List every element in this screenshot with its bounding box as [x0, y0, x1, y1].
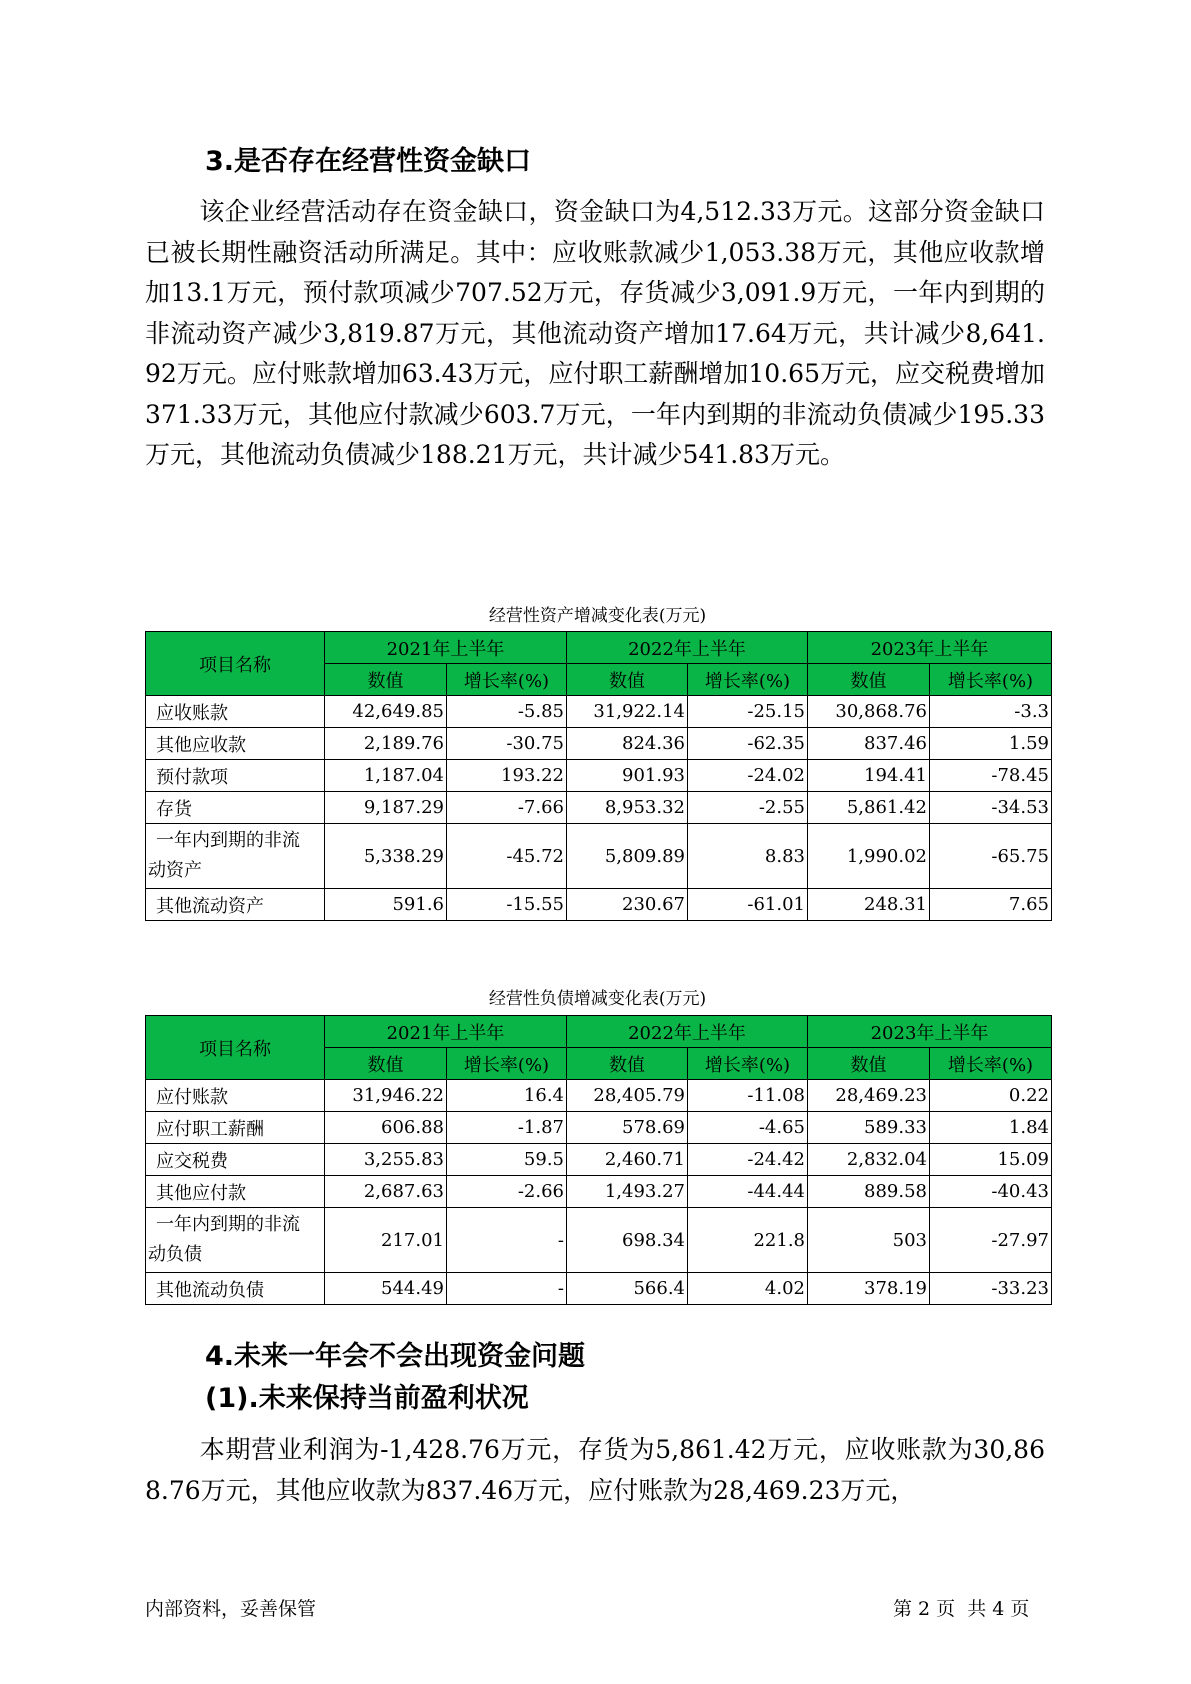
cell-growth: -65.75: [930, 824, 1052, 889]
cell-value: 2,189.76: [325, 728, 447, 760]
cell-value: 1,493.27: [567, 1176, 688, 1208]
cell-growth: 1.84: [930, 1112, 1052, 1144]
cell-value: 889.58: [808, 1176, 930, 1208]
cell-value: 837.46: [808, 728, 930, 760]
cell-growth: 221.8: [688, 1208, 808, 1273]
assets-header-value: 数值: [567, 664, 688, 696]
cell-value: 28,405.79: [567, 1080, 688, 1112]
cell-growth: -: [447, 1208, 567, 1273]
row-label-line: 动负债: [148, 1244, 202, 1265]
table-row: [146, 696, 1052, 728]
table-row: [146, 824, 1052, 889]
cell-value: 28,469.23: [808, 1080, 930, 1112]
cell-value: 5,338.29: [325, 824, 447, 889]
assets-header-growth: 增长率(%): [688, 664, 808, 696]
cell-growth: -45.72: [447, 824, 567, 889]
cell-growth: 16.4: [447, 1080, 567, 1112]
assets-table: [145, 631, 1052, 921]
table-row: [146, 1176, 1052, 1208]
liabilities-header-growth: 增长率(%): [447, 1048, 567, 1080]
row-label: 应交税费: [146, 1144, 325, 1176]
cell-growth: -33.23: [930, 1273, 1052, 1305]
cell-growth: -24.42: [688, 1144, 808, 1176]
liabilities-header-value: 数值: [808, 1048, 930, 1080]
cell-value: 30,868.76: [808, 696, 930, 728]
cell-growth: 59.5: [447, 1144, 567, 1176]
cell-growth: -2.55: [688, 792, 808, 824]
cell-value: 544.49: [325, 1273, 447, 1305]
cell-value: 578.69: [567, 1112, 688, 1144]
cell-value: 503: [808, 1208, 930, 1273]
liabilities-header-growth: 增长率(%): [930, 1048, 1052, 1080]
row-label: 存货: [146, 792, 325, 824]
section-3-text: 该企业经营活动存在资金缺口，资金缺口为4,512.33万元。这部分资金缺口已被长期性融资活动所满足。其中：应收账款减少1,053.38万元，其他应收款增加13.1万元，预付款项减少707.52万元，存货减少3,091.9万元，一年内到期的非流动资产减少3,819.87万元，其他流动资产增加17.64万元，共计减少8,641.92万元。应付账款增加63.43万元，应付职工薪酬增加10.65万元，应交税费增加371.33万元，其他应付款减少603.7万元，一年内到期的非流动负债减少195.33万元，其他流动负债减少188.21万元，共计减少541.83万元。: [145, 197, 1045, 469]
cell-value: 31,946.22: [325, 1080, 447, 1112]
cell-growth: -2.66: [447, 1176, 567, 1208]
cell-growth: -62.35: [688, 728, 808, 760]
cell-growth: 15.09: [930, 1144, 1052, 1176]
cell-value: 217.01: [325, 1208, 447, 1273]
liabilities-table-caption: 经营性负债增减变化表(万元): [488, 989, 707, 1009]
cell-growth: 0.22: [930, 1080, 1052, 1112]
row-label: 其他流动资产: [146, 889, 325, 921]
cell-value: 378.19: [808, 1273, 930, 1305]
liabilities-header-period-2022: 2022年上半年: [567, 1016, 808, 1048]
assets-table-caption: 经营性资产增减变化表(万元): [488, 606, 707, 626]
row-label-line: 一年内到期的非流: [156, 1214, 300, 1235]
liabilities-table: [145, 1015, 1052, 1305]
cell-growth: -30.75: [447, 728, 567, 760]
row-label: [146, 1208, 325, 1273]
liabilities-header-value: 数值: [325, 1048, 447, 1080]
row-label: 应付职工薪酬: [146, 1112, 325, 1144]
cell-value: 9,187.29: [325, 792, 447, 824]
cell-growth: -40.43: [930, 1176, 1052, 1208]
cell-value: 8,953.32: [567, 792, 688, 824]
assets-header-period-2022: 2022年上半年: [567, 632, 808, 664]
cell-growth: -4.65: [688, 1112, 808, 1144]
row-label: 其他应收款: [146, 728, 325, 760]
cell-growth: -15.55: [447, 889, 567, 921]
cell-growth: 8.83: [688, 824, 808, 889]
row-label: 其他流动负债: [146, 1273, 325, 1305]
row-label: 预付款项: [146, 760, 325, 792]
table-row: [146, 1273, 1052, 1305]
cell-value: 42,649.85: [325, 696, 447, 728]
cell-value: 230.67: [567, 889, 688, 921]
table-row: [146, 1112, 1052, 1144]
cell-value: 3,255.83: [325, 1144, 447, 1176]
table-row: [146, 1080, 1052, 1112]
cell-growth: 7.65: [930, 889, 1052, 921]
table-row: [146, 728, 1052, 760]
cell-growth: -: [447, 1273, 567, 1305]
section-4-paragraph: [145, 1430, 1045, 1511]
assets-header-value: 数值: [325, 664, 447, 696]
row-label-line: 动资产: [148, 860, 202, 881]
cell-growth: -25.15: [688, 696, 808, 728]
cell-value: 824.36: [567, 728, 688, 760]
cell-value: 901.93: [567, 760, 688, 792]
cell-growth: 1.59: [930, 728, 1052, 760]
cell-value: 589.33: [808, 1112, 930, 1144]
row-label: 其他应付款: [146, 1176, 325, 1208]
cell-growth: -7.66: [447, 792, 567, 824]
row-label: 应收账款: [146, 696, 325, 728]
table-row: [146, 760, 1052, 792]
liabilities-header-item: 项目名称: [146, 1016, 325, 1080]
liabilities-header-value: 数值: [567, 1048, 688, 1080]
row-label: 应付账款: [146, 1080, 325, 1112]
footer-confidential-note: 内部资料，妥善保管: [145, 1598, 317, 1620]
cell-value: 248.31: [808, 889, 930, 921]
row-label: [146, 824, 325, 889]
liabilities-header-growth: 增长率(%): [688, 1048, 808, 1080]
cell-growth: -34.53: [930, 792, 1052, 824]
cell-value: 2,832.04: [808, 1144, 930, 1176]
cell-growth: 4.02: [688, 1273, 808, 1305]
assets-header-growth: 增长率(%): [447, 664, 567, 696]
section-4-subheading: (1).未来保持当前盈利状况: [205, 1383, 529, 1414]
cell-growth: 193.22: [447, 760, 567, 792]
liabilities-header-period-2021: 2021年上半年: [325, 1016, 567, 1048]
row-label-line: 一年内到期的非流: [156, 830, 300, 851]
assets-header-item: 项目名称: [146, 632, 325, 696]
assets-header-value: 数值: [808, 664, 930, 696]
cell-growth: -61.01: [688, 889, 808, 921]
cell-value: 698.34: [567, 1208, 688, 1273]
assets-header-growth: 增长率(%): [930, 664, 1052, 696]
cell-growth: -3.3: [930, 696, 1052, 728]
cell-value: 1,990.02: [808, 824, 930, 889]
cell-value: 194.41: [808, 760, 930, 792]
cell-value: 31,922.14: [567, 696, 688, 728]
cell-value: 5,809.89: [567, 824, 688, 889]
table-row: [146, 792, 1052, 824]
cell-value: 2,687.63: [325, 1176, 447, 1208]
cell-value: 591.6: [325, 889, 447, 921]
section-4-heading: 4.未来一年会不会出现资金问题: [205, 1341, 586, 1372]
cell-value: 606.88: [325, 1112, 447, 1144]
cell-growth: -44.44: [688, 1176, 808, 1208]
assets-header-period-2021: 2021年上半年: [325, 632, 567, 664]
section-3-paragraph: [145, 192, 1045, 476]
footer-page-number: 第 2 页 共 4 页: [893, 1598, 1030, 1620]
cell-value: 5,861.42: [808, 792, 930, 824]
cell-growth: -24.02: [688, 760, 808, 792]
cell-growth: -27.97: [930, 1208, 1052, 1273]
liabilities-header-period-2023: 2023年上半年: [808, 1016, 1052, 1048]
cell-value: 2,460.71: [567, 1144, 688, 1176]
table-row: [146, 1208, 1052, 1273]
cell-value: 566.4: [567, 1273, 688, 1305]
assets-header-period-2023: 2023年上半年: [808, 632, 1052, 664]
table-row: [146, 889, 1052, 921]
cell-growth: -78.45: [930, 760, 1052, 792]
section-3-heading: 3.是否存在经营性资金缺口: [205, 146, 532, 177]
table-row: [146, 1144, 1052, 1176]
cell-growth: -5.85: [447, 696, 567, 728]
section-4-text: 本期营业利润为-1,428.76万元，存货为5,861.42万元，应收账款为30,868.76万元，其他应收款为837.46万元，应付账款为28,469.23万元，: [145, 1435, 1045, 1505]
cell-growth: -1.87: [447, 1112, 567, 1144]
cell-value: 1,187.04: [325, 760, 447, 792]
cell-growth: -11.08: [688, 1080, 808, 1112]
